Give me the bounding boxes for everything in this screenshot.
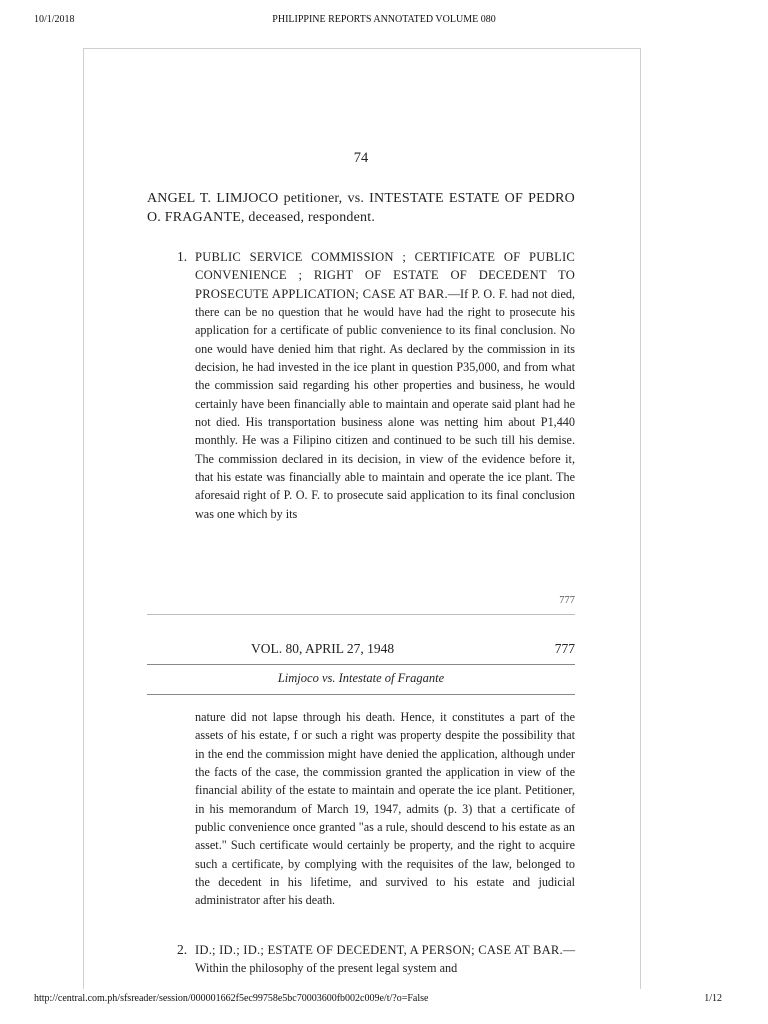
header-rule-top — [147, 664, 575, 665]
continuation-paragraph: nature did not lapse through his death. Hence, it constitutes a part of the assets of his estate, f or such a right was property despite the possibility that in the end the commission might have denied the application, although under the facts of the case, the commission granted the application in view of the financial ability of the estate to maintain and operate the ice plant. Petitioner, in his memorandum of March 19, 1947, admits (p. 3) that a certificate of public convenience once granted "as a rule, should descend to his estate as an asset." Such certificate would certainly be property, and the right to acquire such a certificate, by complying with the requisites of the law, belonged to the decedent in his lifetime, and survived to his estate and judicial administrator after his death. — [195, 710, 575, 908]
page-count: 1/12 — [704, 993, 722, 1004]
page-url: http://central.com.ph/sfsreader/session/000001662f5ec99758e5bc70003600fb002c009e/t/?o=False — [34, 993, 429, 1004]
syllabus-item-heading: PUBLIC SERVICE COMMISSION ; CERTIFICATE OF PUBLIC CONVENIENCE ; RIGHT OF ESTATE OF DECEDENT TO PROSECUTE APPLICATION; CASE AT BAR. — [195, 250, 575, 301]
header-rule-bottom — [147, 694, 575, 695]
syllabus-item-number: 2. — [177, 942, 188, 957]
syllabus-item — [147, 941, 575, 978]
page-divider — [147, 614, 575, 615]
syllabus-item-body — [195, 941, 575, 978]
second-page-number: 777 — [554, 641, 575, 656]
syllabus-item-heading: ID.; ID.; ID.; ESTATE OF DECEDENT, A PERSON; CASE AT BAR. — [195, 943, 563, 957]
running-head: Limjoco vs. Intestate of Fragante — [277, 671, 445, 685]
page-end-marker: 777 — [559, 595, 575, 606]
print-date: 10/1/2018 — [34, 14, 75, 25]
syllabus-item-number: 1. — [177, 249, 188, 264]
syllabus-item-text: —If P. O. F. had not died, there can be no question that he would have had the right to prosecute his application for a certificate of public convenience to its final conclusion. No one would have denied him that right. As declared by the commission in its decision, he had invested in the ice plant in question P35,000, and from what the commission said regarding his other properties and business, he would certainly have been financially able to maintain and operate said plant had he not died. His transportation business alone was netting him about P1,440 monthly. He was a Filipino citizen and continued to be such till his demise. The commission declared in its decision, in view of the evidence before it, that his estate was financially able to maintain and operate the ice plant. The aforesaid right of P. O. F. to prosecute said application to its final conclusion was one which by its — [195, 286, 575, 521]
case-caption: ANGEL T. LIMJOCO petitioner, vs. INTESTATE ESTATE OF PEDRO O. FRAGANTE, deceased, respondent. — [147, 191, 575, 225]
syllabus-item-body — [195, 248, 575, 523]
syllabus-item-text: —Within the philosophy of the present legal system and — [195, 943, 575, 976]
page-number: 74 — [353, 150, 369, 166]
volume-line: VOL. 80, APRIL 27, 1948 — [251, 641, 395, 656]
print-header-title: PHILIPPINE REPORTS ANNOTATED VOLUME 080 — [272, 14, 496, 25]
syllabus-item — [147, 248, 575, 523]
